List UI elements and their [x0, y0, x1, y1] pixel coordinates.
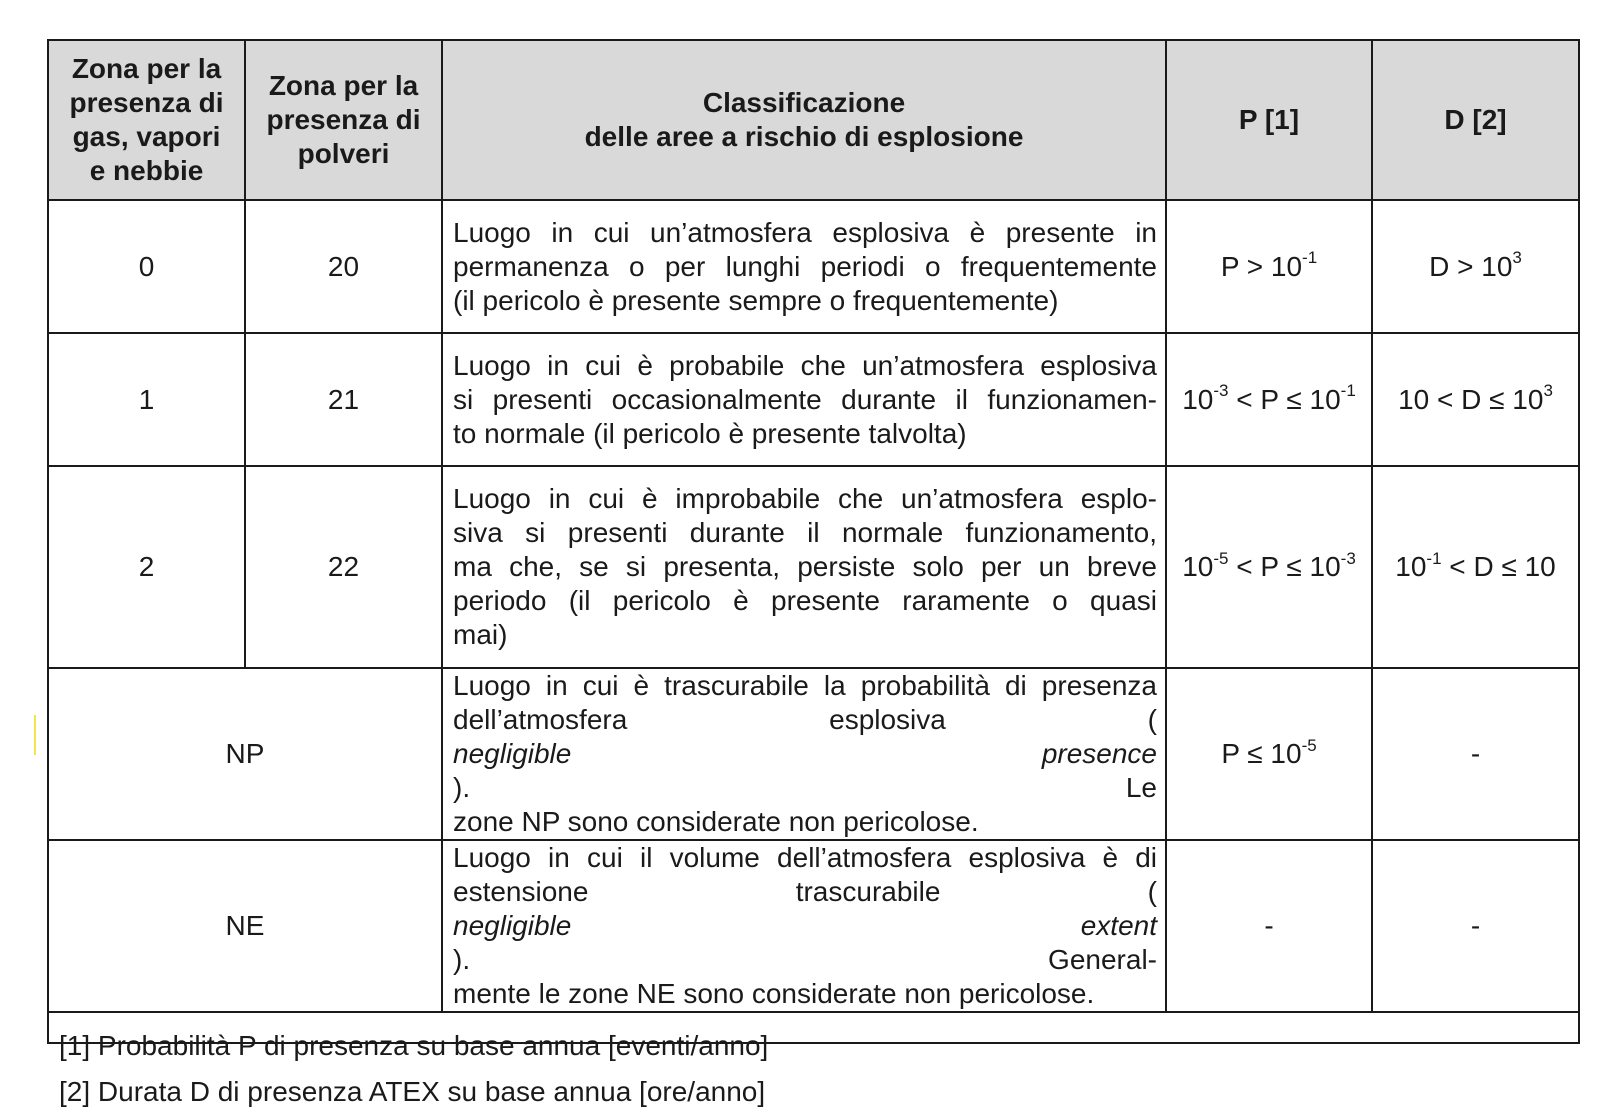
description-line: ma che, se si presenta, persiste solo per un breve: [453, 551, 1157, 582]
exponent: 3: [1543, 381, 1553, 401]
dust-zone-cell: 21: [245, 333, 442, 466]
duration-cell: [1372, 333, 1578, 466]
description-line: mai): [453, 619, 508, 650]
description-line: periodo (il pericolo è presente raramente o quasi: [453, 585, 1157, 616]
gas-zone-cell: 2: [49, 466, 245, 668]
header-gas-line: gas, vapori: [72, 121, 221, 152]
table-row: [49, 200, 1578, 333]
note-duration: [2] Durata D di presenza ATEX su base annua [ore/anno]: [59, 1076, 766, 1107]
exponent: -1: [1426, 548, 1442, 568]
description-line: siva si presenti durante il normale funzionamento,: [453, 517, 1157, 548]
exponent: -5: [1213, 548, 1229, 568]
table-notes: [49, 1013, 1578, 1115]
probability-cell: [1166, 333, 1372, 466]
header-gas-line: presenza di: [69, 87, 224, 118]
exponent: -3: [1340, 548, 1356, 568]
gas-zone-cell: 0: [49, 200, 245, 333]
description-line: (il pericolo è presente sempre o frequentemente): [453, 284, 1059, 316]
description-fragment: estensione trascurabile (: [453, 876, 1157, 907]
header-dust-line: Zona per la: [268, 70, 419, 101]
probability-cell: -: [1166, 840, 1372, 1012]
value-text: 10 < D ≤ 10: [1398, 383, 1544, 415]
atex-classification-table-frame: [47, 39, 1580, 1107]
description-line: zone NP sono considerate non pericolose.: [453, 806, 979, 837]
value-text: 10: [1182, 383, 1214, 415]
value-text: < P ≤ 10: [1228, 383, 1341, 415]
value-text: P > 10: [1220, 250, 1303, 282]
description-fragment: ). General-: [453, 944, 1157, 975]
description-line: Luogo in cui un’atmosfera esplosiva è presente in: [453, 216, 1157, 248]
exponent: -1: [1302, 248, 1318, 268]
dust-zone-cell: 20: [245, 200, 442, 333]
description-line: permanenza o per lunghi periodi o frequentemente: [453, 250, 1157, 282]
header-gas-line: Zona per la: [71, 53, 222, 84]
exponent: -5: [1301, 735, 1317, 755]
header-duration: D [2]: [1372, 41, 1578, 200]
probability-cell: [1166, 466, 1372, 668]
header-dust-zone: [245, 41, 442, 200]
probability-cell: [1166, 668, 1372, 840]
duration-cell: [1372, 466, 1578, 668]
description-cell: [442, 333, 1166, 466]
gas-zone-cell: 1: [49, 333, 245, 466]
description-line: mente le zone NE sono considerate non pericolose.: [453, 978, 1095, 1009]
exponent: -3: [1213, 381, 1229, 401]
header-dust-line: polveri: [297, 138, 390, 169]
description-cell: [442, 466, 1166, 668]
description-line: to normale (il pericolo è presente talvolta): [453, 417, 967, 449]
exponent: 3: [1512, 248, 1522, 268]
description-emphasis: negligible extent: [453, 910, 1157, 941]
value-text: < D ≤ 10: [1441, 551, 1556, 582]
dust-zone-cell: 22: [245, 466, 442, 668]
table-row-ne: [49, 840, 1578, 1012]
description-cell: [442, 200, 1166, 333]
header-row: [49, 41, 1578, 200]
description-line: [453, 703, 1157, 805]
table-row: [49, 333, 1578, 466]
value-text: < P ≤ 10: [1228, 551, 1341, 582]
description-fragment: ). Le: [453, 772, 1157, 803]
value-text: 10: [1182, 551, 1214, 582]
table-row-np: [49, 668, 1578, 840]
description-line: Luogo in cui il volume dell’atmosfera esplosiva è di: [453, 842, 1157, 873]
description-line: Luogo in cui è probabile che un’atmosfera esplosiva: [453, 349, 1157, 381]
description-line: Luogo in cui è trascurabile la probabilità di presenza: [453, 670, 1157, 701]
description-line: si presenti occasionalmente durante il funzionamen-: [453, 383, 1157, 415]
description-cell: [442, 840, 1166, 1012]
header-gas-line: e nebbie: [89, 155, 204, 186]
duration-cell: [1372, 200, 1578, 333]
header-classification: [442, 41, 1166, 200]
duration-cell: -: [1372, 668, 1578, 840]
np-zone-cell: NP: [49, 668, 442, 840]
duration-cell: -: [1372, 840, 1578, 1012]
description-emphasis: negligible presence: [453, 738, 1157, 769]
note-probability: [1] Probabilità P di presenza su base annua [eventi/anno]: [59, 1030, 769, 1061]
highlight-marker: [34, 715, 36, 755]
exponent: -1: [1340, 381, 1356, 401]
value-text: P ≤ 10: [1221, 738, 1302, 769]
header-class-line: Classificazione: [702, 87, 906, 118]
description-line: [453, 875, 1157, 977]
description-cell: [442, 668, 1166, 840]
value-text: 10: [1395, 551, 1427, 582]
description-fragment: dell’atmosfera esplosiva (: [453, 704, 1157, 735]
value-text: D > 10: [1429, 250, 1513, 282]
description-line: Luogo in cui è improbabile che un’atmosfera esplo-: [453, 483, 1157, 514]
probability-cell: [1166, 200, 1372, 333]
ne-zone-cell: NE: [49, 840, 442, 1012]
atex-classification-table: [49, 41, 1578, 1013]
header-probability: P [1]: [1166, 41, 1372, 200]
table-row: [49, 466, 1578, 668]
header-gas-zone: [49, 41, 245, 200]
header-dust-line: presenza di: [266, 104, 421, 135]
header-class-line: delle aree a rischio di esplosione: [584, 121, 1024, 152]
